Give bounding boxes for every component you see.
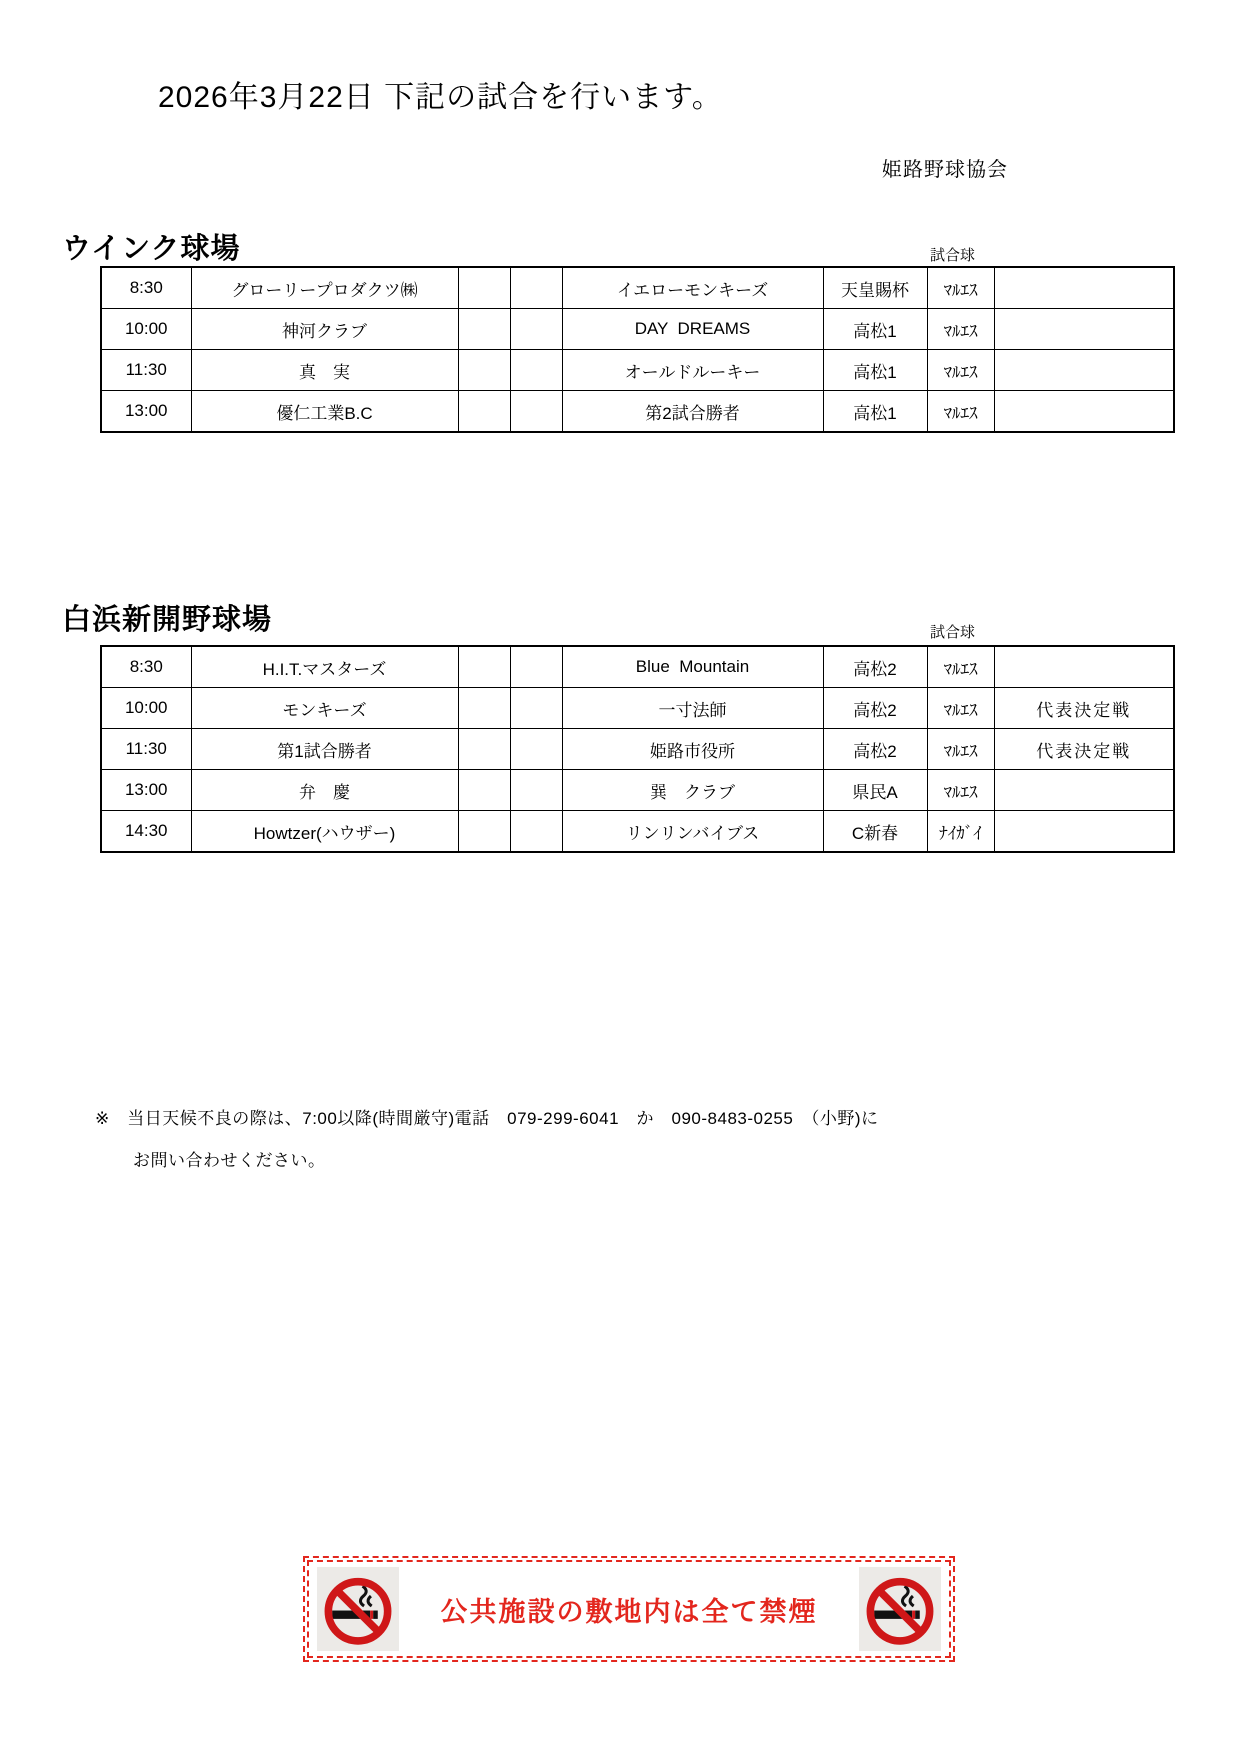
venue-name-wink: ウインク球場	[62, 233, 241, 265]
away-team: リンリンバイブス	[562, 811, 823, 853]
game-note	[994, 770, 1174, 811]
game-note	[994, 350, 1174, 391]
venue-name-shirahama: 白浜新開野球場	[62, 604, 273, 636]
game-ball-brand: ﾏﾙｴｽ	[927, 309, 994, 350]
game-row	[101, 729, 1174, 770]
score-cell-away	[510, 688, 562, 729]
away-team: 巽 クラブ	[562, 770, 823, 811]
game-row	[101, 811, 1174, 853]
weather-notice-line1: ※ 当日天候不良の際は、7:00以降(時間厳守)電話 079-299-6041 か 090-8483-0255 （小野)に	[95, 1109, 879, 1128]
no-smoking-icon	[859, 1567, 941, 1651]
away-team: オールドルーキー	[562, 350, 823, 391]
home-team: Howtzer(ハウザー)	[191, 811, 458, 853]
game-note	[994, 391, 1174, 433]
score-cell-home	[458, 350, 510, 391]
tournament-name: 高松2	[823, 688, 927, 729]
no-smoking-text: 公共施設の敷地内は全て禁煙	[440, 1596, 818, 1627]
away-team: 姫路市役所	[562, 729, 823, 770]
home-team: グローリープロダクツ㈱	[191, 267, 458, 309]
schedule-table-wink	[100, 266, 1175, 433]
home-team: 神河クラブ	[191, 309, 458, 350]
home-team: 弁 慶	[191, 770, 458, 811]
tournament-name: 高松1	[823, 391, 927, 433]
score-cell-home	[458, 770, 510, 811]
score-cell-home	[458, 267, 510, 309]
game-note: 代表決定戦	[994, 688, 1174, 729]
score-cell-home	[458, 646, 510, 688]
weather-notice	[95, 1098, 879, 1182]
score-cell-away	[510, 729, 562, 770]
score-cell-home	[458, 811, 510, 853]
game-ball-brand: ﾏﾙｴｽ	[927, 646, 994, 688]
game-row	[101, 646, 1174, 688]
game-ball-brand: ﾏﾙｴｽ	[927, 729, 994, 770]
tournament-name: 高松1	[823, 350, 927, 391]
schedule-table-shirahama	[100, 645, 1175, 853]
game-time: 13:00	[101, 770, 191, 811]
game-ball-brand: ﾏﾙｴｽ	[927, 770, 994, 811]
game-time: 8:30	[101, 646, 191, 688]
away-team: 第2試合勝者	[562, 391, 823, 433]
ball-column-label: 試合球	[930, 624, 976, 641]
ball-column-label: 試合球	[930, 247, 976, 264]
game-note	[994, 646, 1174, 688]
game-time: 11:30	[101, 350, 191, 391]
game-time: 14:30	[101, 811, 191, 853]
game-time: 10:00	[101, 309, 191, 350]
score-cell-away	[510, 267, 562, 309]
game-time: 10:00	[101, 688, 191, 729]
score-cell-away	[510, 811, 562, 853]
home-team: 優仁工業B.C	[191, 391, 458, 433]
score-cell-away	[510, 770, 562, 811]
score-cell-home	[458, 688, 510, 729]
home-team: 第1試合勝者	[191, 729, 458, 770]
game-row	[101, 688, 1174, 729]
tournament-name: C新春	[823, 811, 927, 853]
tournament-name: 高松2	[823, 729, 927, 770]
game-row	[101, 391, 1174, 433]
score-cell-home	[458, 391, 510, 433]
away-team: イエローモンキーズ	[562, 267, 823, 309]
tournament-name: 高松1	[823, 309, 927, 350]
game-note	[994, 267, 1174, 309]
home-team: モンキーズ	[191, 688, 458, 729]
game-time: 13:00	[101, 391, 191, 433]
score-cell-home	[458, 729, 510, 770]
no-smoking-banner	[303, 1556, 955, 1662]
game-note	[994, 309, 1174, 350]
tournament-name: 天皇賜杯	[823, 267, 927, 309]
weather-notice-line2: お問い合わせください。	[133, 1151, 326, 1170]
score-cell-home	[458, 309, 510, 350]
game-row	[101, 309, 1174, 350]
score-cell-away	[510, 391, 562, 433]
organization-name: 姫路野球協会	[882, 159, 1008, 181]
home-team: H.I.T.マスターズ	[191, 646, 458, 688]
game-row	[101, 770, 1174, 811]
tournament-name: 県民A	[823, 770, 927, 811]
away-team: DAY DREAMS	[562, 309, 823, 350]
score-cell-away	[510, 350, 562, 391]
game-row	[101, 350, 1174, 391]
game-ball-brand: ﾏﾙｴｽ	[927, 688, 994, 729]
game-time: 8:30	[101, 267, 191, 309]
score-cell-away	[510, 309, 562, 350]
page-title: 2026年3月22日 下記の試合を行います。	[158, 81, 723, 114]
away-team: 一寸法師	[562, 688, 823, 729]
game-note: 代表決定戦	[994, 729, 1174, 770]
game-ball-brand: ﾏﾙｴｽ	[927, 350, 994, 391]
away-team: Blue Mountain	[562, 646, 823, 688]
game-row	[101, 267, 1174, 309]
home-team: 真 実	[191, 350, 458, 391]
tournament-name: 高松2	[823, 646, 927, 688]
game-ball-brand: ﾏﾙｴｽ	[927, 267, 994, 309]
no-smoking-icon	[317, 1567, 399, 1651]
game-ball-brand: ﾏﾙｴｽ	[927, 391, 994, 433]
game-ball-brand: ﾅｲｶﾞｲ	[927, 811, 994, 853]
game-time: 11:30	[101, 729, 191, 770]
game-note	[994, 811, 1174, 853]
score-cell-away	[510, 646, 562, 688]
